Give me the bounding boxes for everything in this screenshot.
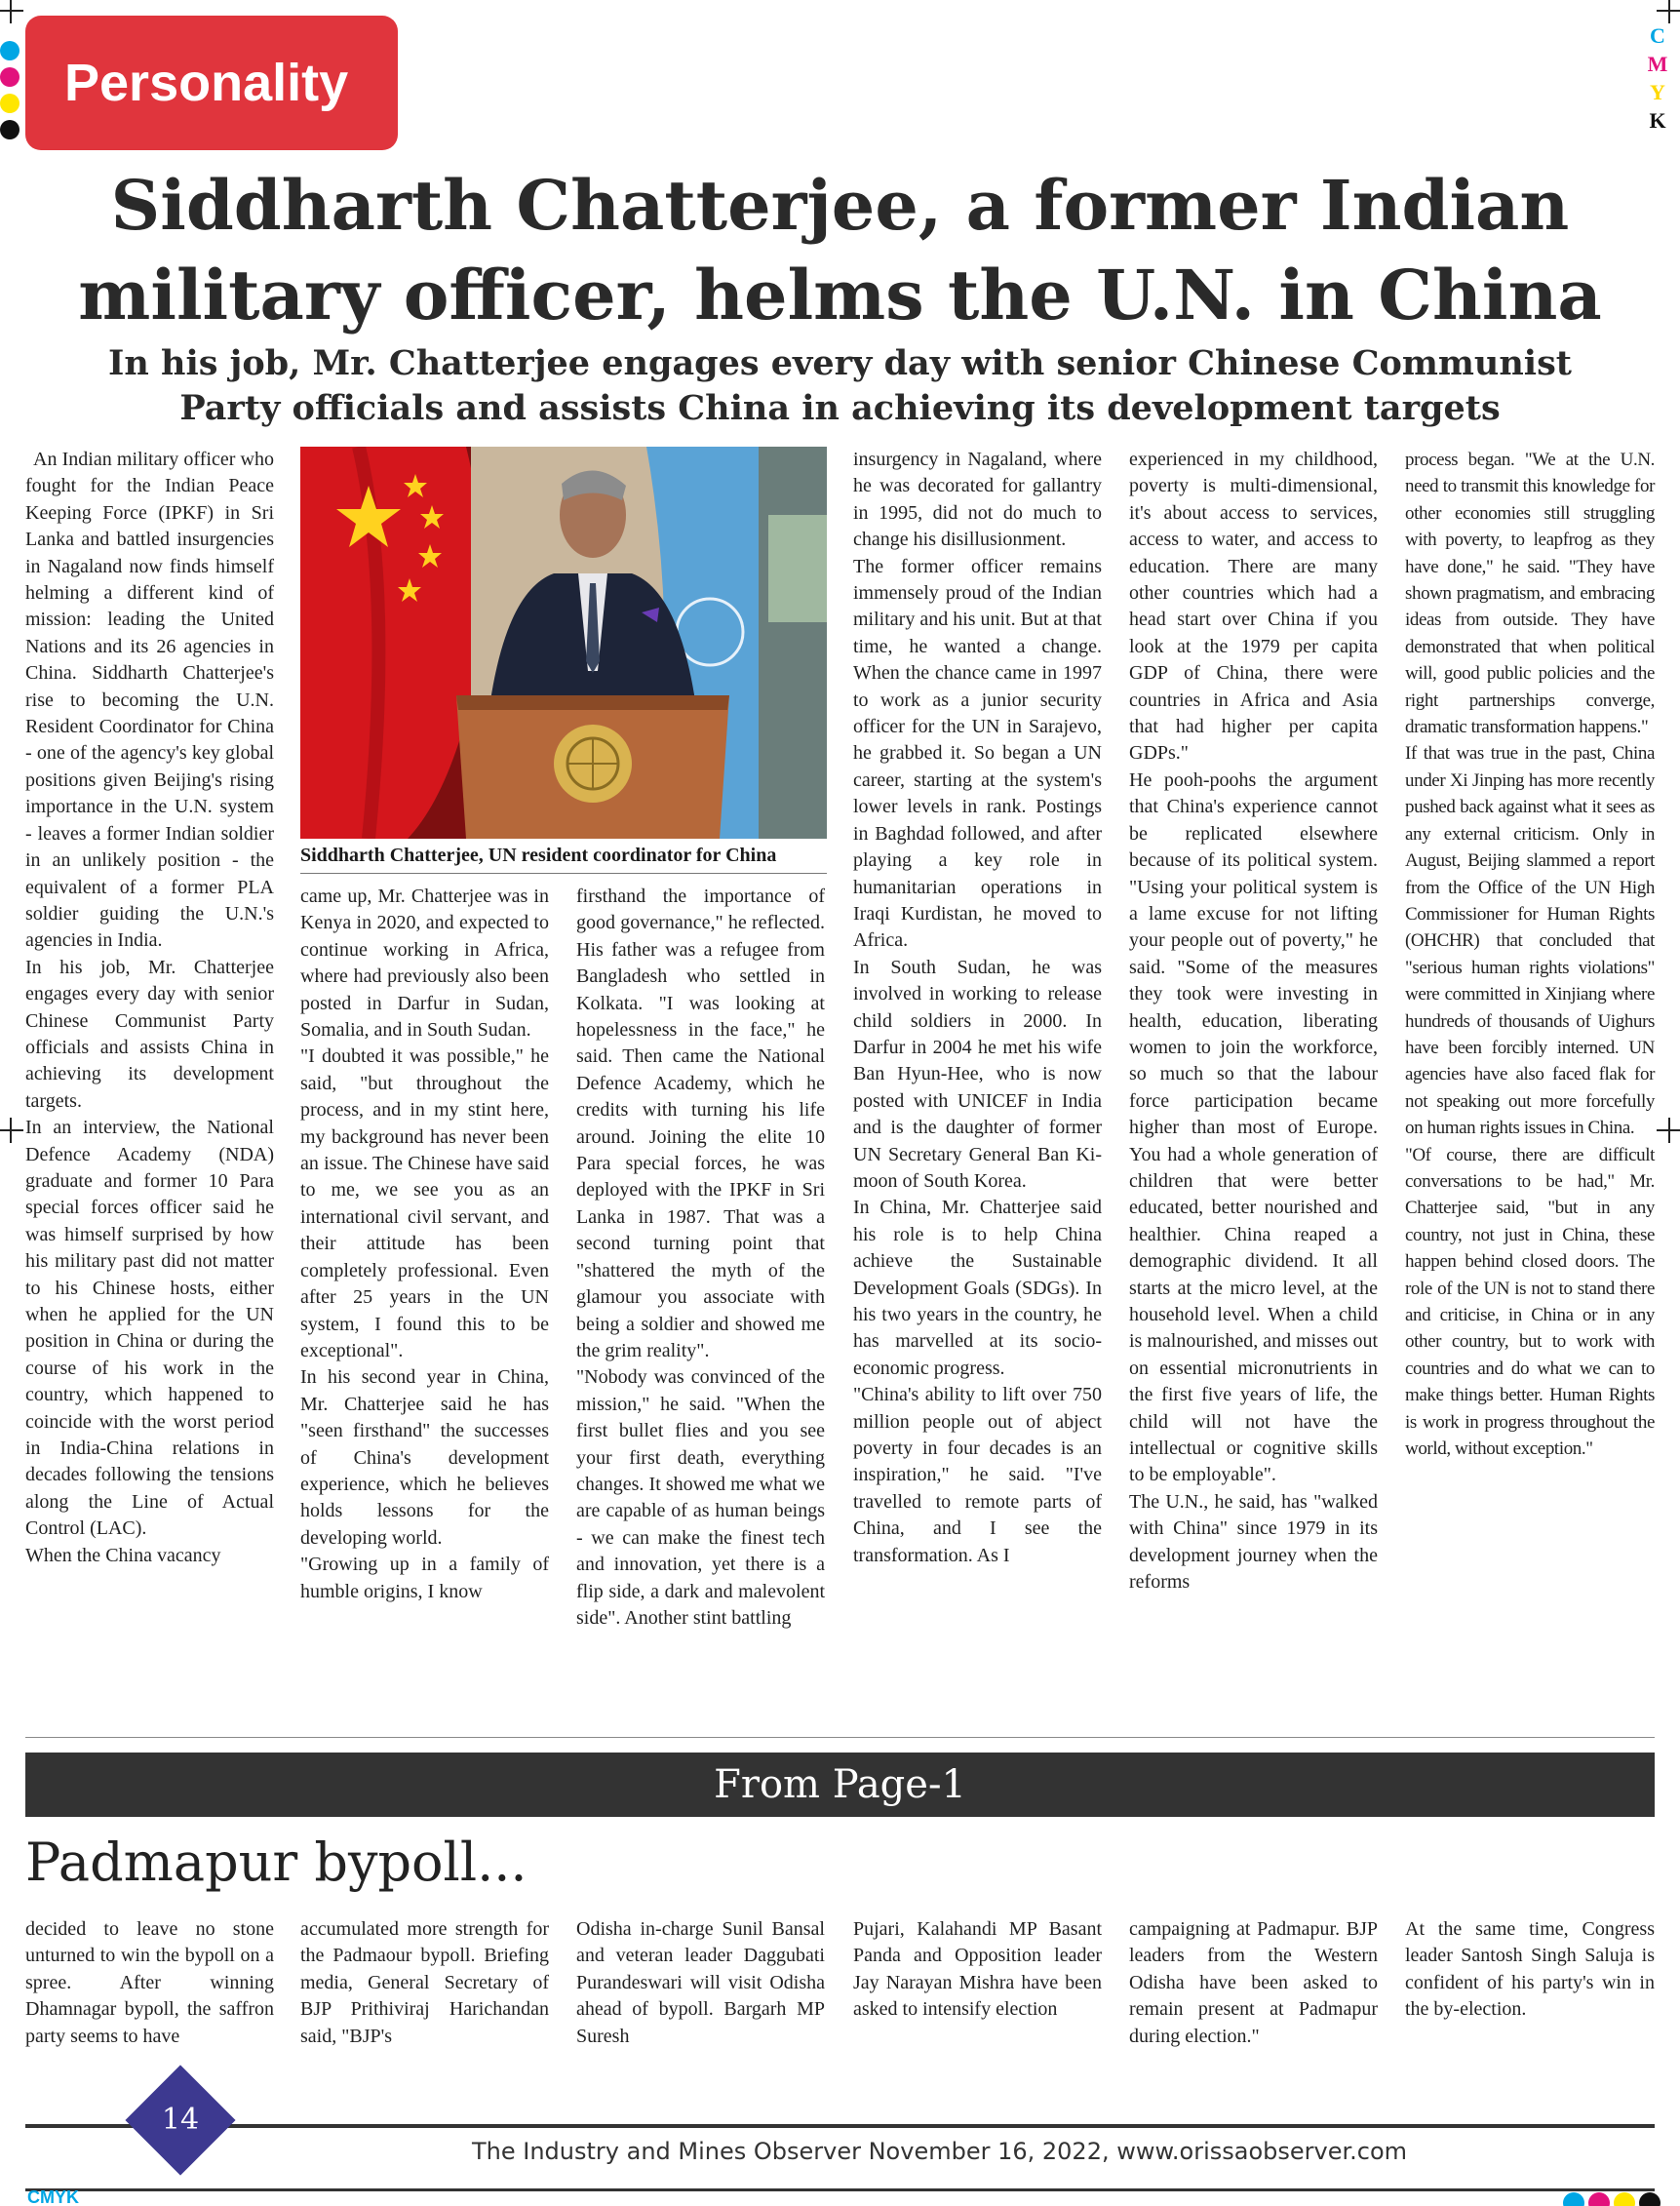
cmyk-letter-c: C [1650,23,1665,48]
article-paragraph: "China's ability to lift over 750 million people out of abject poverty in four decades is an inspiration," he said. "I've travelled to remote parts of China, and I see the transformation. As I [853,1384,1102,1566]
from-page-label: From Page-1 [714,1762,966,1807]
article-paragraph: "I doubted it was possible," he said, "but throughout the process, and in my stint here, my background has never been an issue. The Chinese have said to me, we see you as an international civil servant, and their attitude has been completely professional. Even after 25 years in the UN system, I found this to be exceptional". [300,1045,549,1361]
subheadline [20,341,1660,431]
article-column-1 [25,447,274,1569]
article-paragraph: process began. "We at the U.N. need to transmit this knowledge for other economies still struggling with poverty, to leapfrog as they have done," he said. "They have shown pragmatism, and embracing ideas from outside. They have demonstrated that when political will, good public policies and the right partnerships converge, dramatic transformation happens." [1405,450,1655,738]
article-paragraph: In China, Mr. Chatterjee said his role is to help China achieve the Sustainable Development Goals (SDGs). In his two years in the country, he has marvelled at its socio-economic progress. [853,1197,1102,1379]
magenta-dot [0,67,20,87]
article-paragraph: "Nobody was convinced of the mission," he said. "When the first bullet flies and you see your first death, everything changes. It showed me what we are capable of as human beings - we can make the finest tech and innovation, yet there is a flip side, a dark and malevolent side". Another stint battling [576,1366,825,1629]
headline [20,161,1660,340]
article-column-6 [1405,447,1655,1462]
subheadline-line-2: Party officials and assists China in achieving its development targets [179,388,1501,428]
cyan-dot [1563,2192,1584,2206]
story2-column-6: At the same time, Congress leader Santosh Singh Saluja is confident of his party's win in the by-election. [1405,1918,1655,2021]
registration-mark-mid-right [1657,1118,1680,1143]
section-tag-label: Personality [64,54,349,112]
photo-caption: Siddharth Chatterjee, UN resident coordinator for China [300,845,827,874]
footer-publication-line: The Industry and Mines Observer November 16, 2022, www.orissaobserver.com [472,2138,1408,2165]
subheadline-line-1: In his job, Mr. Chatterjee engages every day with senior Chinese Communist [108,343,1572,383]
bottom-cmyk-letters: CMYK [27,2187,79,2206]
cmyk-dots-left [0,41,21,146]
cmyk-dots-bottom [1563,2192,1660,2206]
article-paragraph: If that was true in the past, China under Xi Jinping has more recently pushed back against what it sees as any external criticism. Only in August, Beijing slammed a report from the Office of the UN High Commissioner for Human Rights (OHCHR) that concluded that "serious human rights violations" were committed in Xinjiang where hundreds of thousands of Uighurs have been forcibly interned. UN agencies have also faced flak for not speaking out more forcefully on human rights issues in China. [1405,743,1655,1139]
article-paragraph: "Of course, there are difficult conversations to be had," Mr. Chatterjee said, "but in any country, not just in China, these happen behind closed doors. The role of the UN is not to stand there and criticise, in China or in any other country, but to work with countries and do what we can to make things better. Human Rights is work in progress throughout the world, without exception." [1405,1144,1655,1460]
black-dot [1639,2192,1660,2206]
bottom-rule [25,2188,1655,2191]
black-dot [0,120,20,139]
article-paragraph: experienced in my childhood, poverty is multi-dimensional, it's about access to services, access to water, and access to education. There are many other countries which had a head start over China if you look at the 1979 per capita GDP of China, there were countries in Africa and Asia that had higher per capita GDPs." [1129,449,1378,765]
section-tag [25,16,398,150]
magenta-dot [1588,2192,1610,2206]
from-page-banner [25,1753,1655,1817]
article-paragraph: In an interview, the National Defence Academy (NDA) graduate and former 10 Para special forces officer said he was himself surprised by how his military past did not matter to his Chinese hosts, either when he applied for the UN position in China or during the course of his work in the country, which happened to coincide with the worst period in India-China relations in decades following the tensions along the Line of Actual Control (LAC). [25,1117,274,1540]
story2-column-4: Pujari, Kalahandi MP Basant Panda and Opposition leader Jay Narayan Mishra have been asked to intensify election [853,1918,1102,2021]
article-paragraph: In his second year in China, Mr. Chatterjee said he has "seen firsthand" the successes of China's development experience, which he believes holds lessons for the developing world. [300,1366,549,1549]
cmyk-letter-m: M [1647,52,1668,76]
article-paragraph: The U.N., he said, has "walked with China" since 1979 in its development journey when the reforms [1129,1490,1378,1594]
headline-line-1: Siddharth Chatterjee, a former Indian [110,165,1570,246]
section-divider [25,1737,1655,1738]
article-paragraph: firsthand the importance of good governance," he reflected. His father was a refugee from Bangladesh who settled in Kolkata. "I was looking at hopelessness in the face," he said. Then came the National Defence Academy, which he credits with turning his life around. Joining the elite 10 Para special forces, he was deployed with the IPKF in Sri Lanka in 1987. That was a second turning point that "shattered the myth of the glamour you associate with being a soldier and showed me the grim reality". [576,886,825,1361]
story2-title: Padmapur bypoll... [25,1832,527,1893]
registration-mark-top-right [1657,0,1680,23]
article-photo [300,447,827,839]
cyan-dot [0,41,20,60]
story2-column-2: accumulated more strength for the Padmaour bypoll. Briefing media, General Secretary of BJP Prithiviraj Harichandan said, "BJP's [300,1918,549,2047]
article-paragraph: "Growing up in a family of humble origins, I know [300,1554,549,1602]
article-paragraph: When the China vacancy [25,1544,221,1566]
article-paragraph: In South Sudan, he was involved in working to release child soldiers in 2000. In Darfur in 2004 he met his wife Ban Hyun-Hee, who is now posted with UNICEF in India and is the daughter of former UN Secretary General Ban Ki-moon of South Korea. [853,956,1102,1192]
cmyk-letter-y: Y [1650,80,1665,104]
registration-mark-top-left [0,0,23,23]
article-paragraph: In his job, Mr. Chatterjee engages every day with senior Chinese Communist Party officials and assists China in achieving its development targets. [25,956,274,1112]
yellow-dot [1614,2192,1635,2206]
article-paragraph: He pooh-poohs the argument that China's experience cannot be replicated elsewhere because of its political system. "Using your political system is a lame excuse for not lifting your people out of poverty," he said. "Some of the measures they took were investing in health, education, liberating women to join the workforce, so much so that the labour force participation became higher than most of Europe. You had a whole generation of children that were better educated, better nourished and healthier. China reaped a demographic dividend. It all starts at the micro level, at the household level. When a child is malnourished, and misses out on essential micronutrients in the first five years of life, the child will not have the intellectual or cognitive skills to be employable". [1129,768,1378,1486]
page-number: 14 [161,2103,200,2137]
cmyk-letters-right [1647,21,1668,135]
cmyk-letter-k: K [1649,108,1666,133]
article-paragraph: The former officer remains immensely proud of the Indian military and his unit. But at that time, he wanted a change. When the chance came in 1997 to work as a junior security officer for the UN in Sarajevo, he grabbed it. So began a UN career, starting at the system's lower levels in rank. Postings in Baghdad followed, and after playing a key role in humanitarian operations in Iraqi Kurdistan, he moved to Africa. [853,555,1102,952]
registration-mark-mid-left [0,1118,23,1143]
story2-column-5: campaigning at Padmapur. BJP leaders from the Western Odisha have been asked to remain present at Padmapur during election." [1129,1918,1378,2047]
yellow-dot [0,94,20,113]
article-paragraph: An Indian military officer who fought for the Indian Peace Keeping Force (IPKF) in Sri Lanka and battled insurgencies in Nagaland now finds himself helming a different kind of mission: leading the United Nations and its 26 agencies in China. Siddharth Chatterjee's rise to becoming the U.N. Resident Coordinator for China - one of the agency's key global positions given Beijing's rising importance in the U.N. system - leaves a former Indian soldier in an unlikely position - the equivalent of a former PLA soldier guiding the U.N.'s agencies in India. [25,449,274,952]
article-column-4 [853,447,1102,1569]
article-column-5 [1129,447,1378,1595]
headline-line-2: military officer, helms the U.N. in China [78,255,1602,335]
footer-rule [25,2124,1655,2128]
article-paragraph: insurgency in Nagaland, where he was decorated for gallantry in 1995, did not do much to change his disillusionment. [853,449,1102,551]
story2-column-1: decided to leave no stone unturned to win the bypoll on a spree. After winning Dhamnagar bypoll, the saffron party seems to have [25,1918,274,2047]
story2-column-3: Odisha in-charge Sunil Bansal and veteran leader Daggubati Purandeswari will visit Odisha ahead of bypoll. Bargarh MP Suresh [576,1918,825,2047]
article-column-3 [576,884,825,1632]
article-column-2 [300,884,549,1605]
un-emblem-icon [554,725,632,803]
article-paragraph: came up, Mr. Chatterjee was in Kenya in 2020, and expected to continue working in Africa, where had previously also been posted in Darfur in Sudan, Somalia, and in South Sudan. [300,886,549,1042]
